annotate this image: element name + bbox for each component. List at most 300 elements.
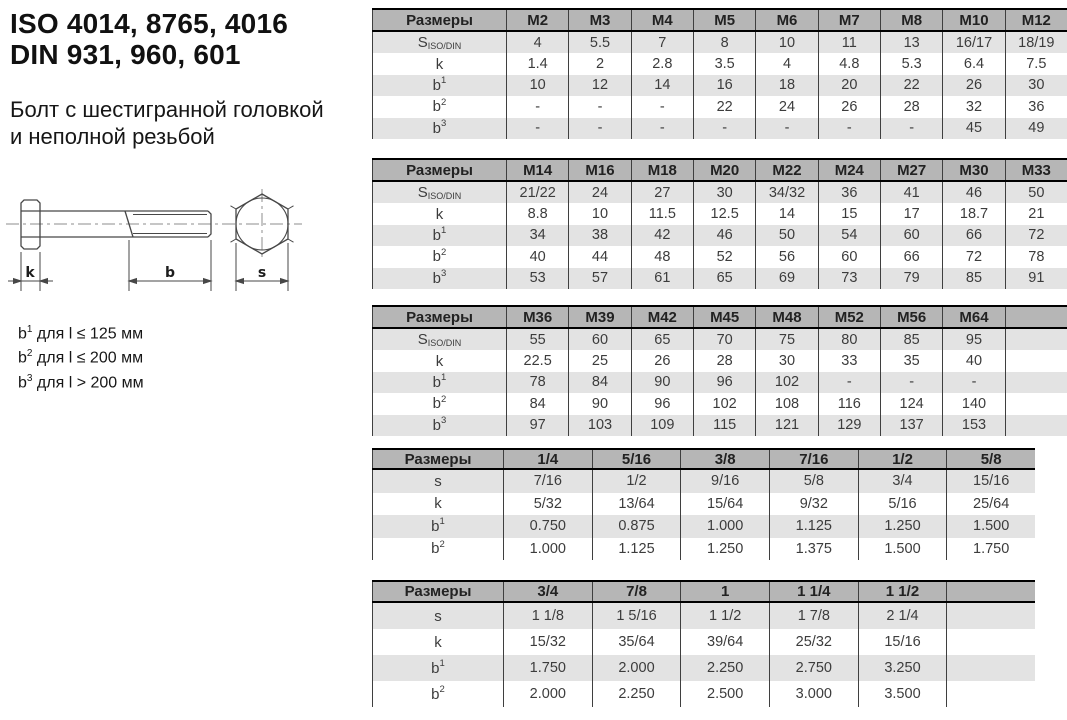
- table-cell: 54: [818, 225, 880, 246]
- table-cell: 28: [693, 350, 755, 371]
- table-cell: 85: [880, 329, 942, 350]
- column-header: M7: [818, 10, 880, 30]
- column-header: 3/4: [503, 582, 592, 601]
- row-label: S $_{ISO/DIN}$: [372, 32, 506, 53]
- page-title: [10, 8, 288, 70]
- column-header: M12: [1005, 10, 1067, 30]
- table-cell: 96: [693, 372, 755, 393]
- table-cell: -: [818, 372, 880, 393]
- row-label: k: [372, 203, 506, 224]
- table-cell: 6.4: [942, 53, 1004, 74]
- table-cell: 90: [568, 393, 630, 414]
- column-header: M24: [818, 160, 880, 180]
- table-cell: 115: [693, 415, 755, 436]
- table-cell: 7.5: [1005, 53, 1067, 74]
- table-metric-m36-m64: [372, 305, 1067, 436]
- table-cell: 124: [880, 393, 942, 414]
- table-cell: 18: [755, 75, 817, 96]
- table-cell: [1005, 415, 1067, 436]
- table-cell: 13: [880, 32, 942, 53]
- column-header: M20: [693, 160, 755, 180]
- table-cell: 26: [631, 350, 693, 371]
- table-cell: 1.000: [503, 538, 592, 561]
- table-cell: 2: [568, 53, 630, 74]
- column-header: M42: [631, 307, 693, 327]
- row-label: S $_{ISO/DIN}$: [372, 182, 506, 203]
- row-label: k: [372, 493, 503, 516]
- column-header: M33: [1005, 160, 1067, 180]
- table-cell: 20: [818, 75, 880, 96]
- table-cell: 129: [818, 415, 880, 436]
- table-cell: 1.250: [858, 515, 947, 538]
- column-header: 1: [680, 582, 769, 601]
- table-cell: 48: [631, 246, 693, 267]
- table-cell: 15/16: [946, 470, 1035, 493]
- table-row: [372, 603, 1035, 629]
- column-header: 7/16: [769, 450, 858, 468]
- row-label: S $_{ISO/DIN}$: [372, 329, 506, 350]
- table-cell: -: [880, 372, 942, 393]
- table-cell: -: [568, 96, 630, 117]
- table-row: [372, 268, 1067, 289]
- table-cell: 10: [755, 32, 817, 53]
- table-cell: [946, 655, 1035, 681]
- table-cell: 2.8: [631, 53, 693, 74]
- table-cell: 79: [880, 268, 942, 289]
- table-cell: -: [506, 118, 568, 139]
- table-cell: 137: [880, 415, 942, 436]
- table-cell: 108: [755, 393, 817, 414]
- table-cell: -: [755, 118, 817, 139]
- corner-header: Размеры: [372, 307, 506, 327]
- table-cell: 46: [693, 225, 755, 246]
- table-cell: 26: [942, 75, 1004, 96]
- table-cell: 5/8: [769, 470, 858, 493]
- table-cell: 16: [693, 75, 755, 96]
- column-header: M56: [880, 307, 942, 327]
- table-cell: 3.5: [693, 53, 755, 74]
- table-cell: 103: [568, 415, 630, 436]
- table-cell: 0.750: [503, 515, 592, 538]
- row-label: s: [372, 603, 503, 629]
- table-cell: 2.250: [680, 655, 769, 681]
- footnote-b2-base: b: [18, 349, 27, 367]
- table-cell: [1005, 350, 1067, 371]
- dim-b-label: b: [164, 265, 176, 281]
- table-cell: 38: [568, 225, 630, 246]
- table-row: [372, 75, 1067, 96]
- table-cell: 10: [568, 203, 630, 224]
- table-cell: 50: [1005, 182, 1067, 203]
- table-cell: 13/64: [592, 493, 681, 516]
- table-cell: 33: [818, 350, 880, 371]
- table-cell: -: [631, 118, 693, 139]
- table-cell: 53: [506, 268, 568, 289]
- column-header: [946, 582, 1035, 601]
- row-label: b $^1$: [372, 655, 503, 681]
- table-row: [372, 329, 1067, 350]
- table-cell: 26: [818, 96, 880, 117]
- table-cell: 34: [506, 225, 568, 246]
- column-header: M30: [942, 160, 1004, 180]
- table-cell: 11: [818, 32, 880, 53]
- table-cell: 12: [568, 75, 630, 96]
- table-cell: 5/32: [503, 493, 592, 516]
- table-cell: 5.3: [880, 53, 942, 74]
- table-cell: 35: [880, 350, 942, 371]
- table-header-row: [372, 8, 1067, 32]
- table-cell: 12.5: [693, 203, 755, 224]
- centerlines: [6, 189, 302, 261]
- table-inch-3-4-to-1-1-2: [372, 580, 1035, 707]
- table-cell: 40: [942, 350, 1004, 371]
- table-cell: 75: [755, 329, 817, 350]
- footnote-b3-sup: 3: [26, 372, 33, 384]
- table-cell: -: [568, 118, 630, 139]
- column-header: 1/4: [503, 450, 592, 468]
- column-header: 5/8: [946, 450, 1035, 468]
- table-cell: 84: [568, 372, 630, 393]
- table-cell: 8.8: [506, 203, 568, 224]
- table-cell: 85: [942, 268, 1004, 289]
- table-metric-m2-m12: [372, 8, 1067, 139]
- table-row: [372, 53, 1067, 74]
- table-row: [372, 681, 1035, 707]
- table-cell: 10: [506, 75, 568, 96]
- table-cell: 25/64: [946, 493, 1035, 516]
- row-label: b $^2$: [372, 246, 506, 267]
- table-cell: 3.500: [858, 681, 947, 707]
- footnote-b1-text: для l ≤ 125 мм: [36, 325, 144, 343]
- table-cell: 21/22: [506, 182, 568, 203]
- table-cell: 22: [880, 75, 942, 96]
- table-cell: 27: [631, 182, 693, 203]
- table-cell: 35/64: [592, 629, 681, 655]
- footnote-b2-sup: 2: [26, 348, 33, 360]
- table-inch-quarter-to-5-8: [372, 448, 1035, 560]
- column-header: M6: [755, 10, 817, 30]
- row-label: b $^2$: [372, 393, 506, 414]
- footnote-b3-text: для l > 200 мм: [36, 373, 144, 391]
- table-cell: [1005, 372, 1067, 393]
- table-cell: 52: [693, 246, 755, 267]
- table-cell: 32: [942, 96, 1004, 117]
- table-cell: 39/64: [680, 629, 769, 655]
- row-label: b $^3$: [372, 118, 506, 139]
- column-header: M27: [880, 160, 942, 180]
- table-row: [372, 225, 1067, 246]
- table-cell: [1005, 329, 1067, 350]
- title-iso-line: ISO 4014, 8765, 4016: [10, 8, 288, 39]
- table-cell: 78: [1005, 246, 1067, 267]
- table-cell: 14: [631, 75, 693, 96]
- table-cell: 3/4: [858, 470, 947, 493]
- table-cell: 18.7: [942, 203, 1004, 224]
- table-cell: -: [506, 96, 568, 117]
- table-header-row: [372, 580, 1035, 603]
- table-cell: 56: [755, 246, 817, 267]
- table-cell: 34/32: [755, 182, 817, 203]
- table-cell: 116: [818, 393, 880, 414]
- table-cell: 1.4: [506, 53, 568, 74]
- table-cell: 1.375: [769, 538, 858, 561]
- table-row: [372, 493, 1035, 516]
- column-header: M14: [506, 160, 568, 180]
- table-cell: 40: [506, 246, 568, 267]
- table-row: [372, 96, 1067, 117]
- dim-k-label: k: [25, 265, 35, 281]
- table-cell: 11.5: [631, 203, 693, 224]
- column-header: 1/2: [858, 450, 947, 468]
- table-row: [372, 203, 1067, 224]
- table-cell: 0.875: [592, 515, 681, 538]
- table-cell: 4: [755, 53, 817, 74]
- column-header: M52: [818, 307, 880, 327]
- column-header: 7/8: [592, 582, 681, 601]
- table-cell: 70: [693, 329, 755, 350]
- table-cell: 2.000: [592, 655, 681, 681]
- page-subtitle: [10, 96, 324, 150]
- table-cell: 96: [631, 393, 693, 414]
- row-label: b $^2$: [372, 538, 503, 561]
- row-label: k: [372, 629, 503, 655]
- row-label: b $^2$: [372, 96, 506, 117]
- table-cell: 15/64: [680, 493, 769, 516]
- table-cell: 44: [568, 246, 630, 267]
- table-row: [372, 372, 1067, 393]
- table-cell: [946, 603, 1035, 629]
- table-cell: 121: [755, 415, 817, 436]
- table-cell: 1/2: [592, 470, 681, 493]
- table-cell: 45: [942, 118, 1004, 139]
- table-cell: 65: [631, 329, 693, 350]
- table-cell: 61: [631, 268, 693, 289]
- table-cell: 21: [1005, 203, 1067, 224]
- table-cell: 1 7/8: [769, 603, 858, 629]
- table-cell: 80: [818, 329, 880, 350]
- table-row: [372, 470, 1035, 493]
- table-cell: 30: [1005, 75, 1067, 96]
- table-cell: [946, 681, 1035, 707]
- table-row: [372, 415, 1067, 436]
- table-cell: 5/16: [858, 493, 947, 516]
- table-cell: 2 1/4: [858, 603, 947, 629]
- table-cell: 2.500: [680, 681, 769, 707]
- table-cell: 42: [631, 225, 693, 246]
- table-cell: 50: [755, 225, 817, 246]
- row-label: b $^1$: [372, 372, 506, 393]
- table-cell: 15/32: [503, 629, 592, 655]
- column-header: M3: [568, 10, 630, 30]
- table-cell: 1.000: [680, 515, 769, 538]
- table-cell: 84: [506, 393, 568, 414]
- table-cell: 14: [755, 203, 817, 224]
- column-header: M8: [880, 10, 942, 30]
- table-cell: 41: [880, 182, 942, 203]
- table-cell: 65: [693, 268, 755, 289]
- table-cell: 1.250: [680, 538, 769, 561]
- table-cell: 2.750: [769, 655, 858, 681]
- table-cell: 8: [693, 32, 755, 53]
- table-row: [372, 629, 1035, 655]
- table-metric-m14-m33: [372, 158, 1067, 289]
- table-cell: 1.750: [946, 538, 1035, 561]
- column-header: M5: [693, 10, 755, 30]
- table-cell: 24: [568, 182, 630, 203]
- table-cell: 66: [942, 225, 1004, 246]
- table-row: [372, 246, 1067, 267]
- table-cell: 7: [631, 32, 693, 53]
- column-header: 1 1/2: [858, 582, 947, 601]
- table-row: [372, 32, 1067, 53]
- table-cell: 91: [1005, 268, 1067, 289]
- table-cell: 66: [880, 246, 942, 267]
- row-label: b $^1$: [372, 75, 506, 96]
- column-header: 5/16: [592, 450, 681, 468]
- table-cell: 1.125: [769, 515, 858, 538]
- table-cell: 73: [818, 268, 880, 289]
- footnotes: [18, 320, 144, 393]
- table-cell: 55: [506, 329, 568, 350]
- table-cell: 16/17: [942, 32, 1004, 53]
- table-cell: 15/16: [858, 629, 947, 655]
- table-cell: 69: [755, 268, 817, 289]
- table-cell: -: [880, 118, 942, 139]
- column-header: M10: [942, 10, 1004, 30]
- table-cell: [946, 629, 1035, 655]
- table-header-row: [372, 305, 1067, 329]
- table-cell: 25: [568, 350, 630, 371]
- table-row: [372, 515, 1035, 538]
- table-cell: 30: [755, 350, 817, 371]
- table-cell: 46: [942, 182, 1004, 203]
- table-cell: 25/32: [769, 629, 858, 655]
- table-row: [372, 350, 1067, 371]
- column-header: M2: [506, 10, 568, 30]
- table-cell: 90: [631, 372, 693, 393]
- table-cell: 102: [693, 393, 755, 414]
- footnote-b2: [18, 344, 144, 368]
- table-cell: 22.5: [506, 350, 568, 371]
- column-header: M4: [631, 10, 693, 30]
- corner-header: Размеры: [372, 450, 503, 468]
- dimension-lines: [8, 240, 288, 291]
- table-cell: 1.500: [858, 538, 947, 561]
- bolt-technical-drawing: [0, 188, 310, 303]
- table-cell: 60: [818, 246, 880, 267]
- table-cell: 15: [818, 203, 880, 224]
- row-label: b $^1$: [372, 515, 503, 538]
- table-cell: 109: [631, 415, 693, 436]
- column-header: [1005, 307, 1067, 327]
- column-header: M36: [506, 307, 568, 327]
- table-cell: 3.000: [769, 681, 858, 707]
- column-header: 1 1/4: [769, 582, 858, 601]
- table-cell: 60: [880, 225, 942, 246]
- footnote-b2-text: для l ≤ 200 мм: [36, 349, 144, 367]
- table-cell: 1 1/8: [503, 603, 592, 629]
- footnote-b1-base: b: [18, 325, 27, 343]
- table-cell: -: [942, 372, 1004, 393]
- column-header: M45: [693, 307, 755, 327]
- table-cell: 1 1/2: [680, 603, 769, 629]
- table-cell: 5.5: [568, 32, 630, 53]
- table-cell: 24: [755, 96, 817, 117]
- table-row: [372, 393, 1067, 414]
- column-header: M64: [942, 307, 1004, 327]
- table-header-row: [372, 158, 1067, 182]
- table-cell: 102: [755, 372, 817, 393]
- row-label: b $^1$: [372, 225, 506, 246]
- table-cell: 1 5/16: [592, 603, 681, 629]
- table-cell: 1.500: [946, 515, 1035, 538]
- table-cell: [1005, 393, 1067, 414]
- table-cell: -: [631, 96, 693, 117]
- table-cell: 9/16: [680, 470, 769, 493]
- table-cell: 28: [880, 96, 942, 117]
- table-cell: 1.750: [503, 655, 592, 681]
- table-cell: -: [818, 118, 880, 139]
- table-cell: 78: [506, 372, 568, 393]
- row-label: k: [372, 350, 506, 371]
- table-cell: 60: [568, 329, 630, 350]
- table-cell: 97: [506, 415, 568, 436]
- row-label: b $^2$: [372, 681, 503, 707]
- footnote-b3: [18, 369, 144, 393]
- column-header: M16: [568, 160, 630, 180]
- subtitle-line-2: и неполной резьбой: [10, 124, 215, 149]
- corner-header: Размеры: [372, 160, 506, 180]
- table-cell: 36: [1005, 96, 1067, 117]
- table-cell: 49: [1005, 118, 1067, 139]
- table-row: [372, 538, 1035, 561]
- table-cell: 36: [818, 182, 880, 203]
- table-cell: 72: [1005, 225, 1067, 246]
- table-row: [372, 182, 1067, 203]
- table-cell: 9/32: [769, 493, 858, 516]
- table-cell: 2.000: [503, 681, 592, 707]
- footnote-b3-base: b: [18, 373, 27, 391]
- table-cell: 57: [568, 268, 630, 289]
- table-cell: 3.250: [858, 655, 947, 681]
- corner-header: Размеры: [372, 582, 503, 601]
- table-cell: 18/19: [1005, 32, 1067, 53]
- table-header-row: [372, 448, 1035, 470]
- subtitle-line-1: Болт с шестигранной головкой: [10, 97, 324, 122]
- table-cell: 1.125: [592, 538, 681, 561]
- table-row: [372, 118, 1067, 139]
- row-label: s: [372, 470, 503, 493]
- table-cell: 22: [693, 96, 755, 117]
- row-label: b $^3$: [372, 268, 506, 289]
- footnote-b1-sup: 1: [26, 324, 33, 335]
- column-header: M48: [755, 307, 817, 327]
- table-row: [372, 655, 1035, 681]
- table-cell: 140: [942, 393, 1004, 414]
- table-cell: 7/16: [503, 470, 592, 493]
- row-label: b $^3$: [372, 415, 506, 436]
- row-label: k: [372, 53, 506, 74]
- table-cell: 153: [942, 415, 1004, 436]
- column-header: M22: [755, 160, 817, 180]
- footnote-b1: [18, 320, 144, 344]
- table-cell: -: [693, 118, 755, 139]
- table-cell: 30: [693, 182, 755, 203]
- table-cell: 2.250: [592, 681, 681, 707]
- column-header: 3/8: [680, 450, 769, 468]
- dim-s-label: s: [257, 265, 267, 281]
- table-cell: 17: [880, 203, 942, 224]
